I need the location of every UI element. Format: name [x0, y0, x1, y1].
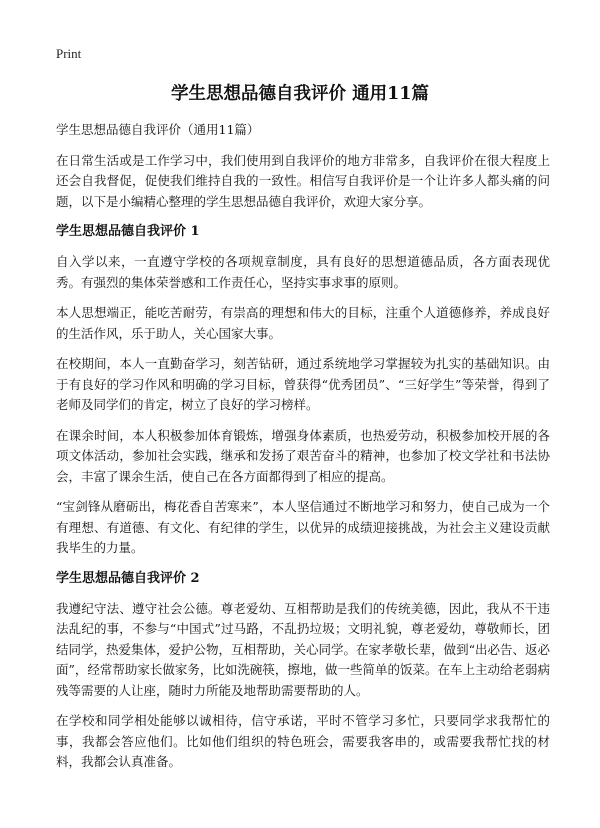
paragraph: 我遵纪守法、遵守社会公德。尊老爱幼、互相帮助是我们的传统美德，因此，我从不干违法乱纪的事，不参与“中国式”过马路，不乱扔垃圾；文明礼貌，尊老爱幼，尊敬师长，团结同学，热爱集体，爱护公物，互相帮助，关心同学。在家孝敬长辈，做到“出必告、返必面”，经常帮助家长做家务，比如洗碗筷，擦地，做一些简单的饭菜。在车上主动给老弱病残等需要的人让座，随时力所能及地帮助需要帮助的人。	[56, 600, 550, 698]
section-1	[56, 222, 550, 559]
document-subtitle: 学生思想品德自我评价（通用11篇）	[56, 122, 260, 137]
paragraph: “宝剑锋从磨砺出，梅花香自苦寒来”，本人坚信通过不断地学习和努力，使自己成为一个有理想、有道德、有文化、有纪律的学生，以优异的成绩迎接挑战，为社会主义建设贡献我毕生的力量。	[56, 499, 550, 555]
intro-paragraph: 在日常生活或是工作学习中，我们使用到自我评价的地方非常多，自我评价在很大程度上还会自我督促，促使我们维持自我的一致性。相信写自我评价是一个让许多人都头痛的问题，以下是小编精心整理的学生思想品德自我评价，欢迎大家分享。	[56, 152, 550, 209]
section-heading: 学生思想品德自我评价 2	[56, 570, 200, 586]
paragraph: 在校期间，本人一直勤奋学习，刻苦钻研，通过系统地学习掌握较为扎实的基础知识。由于有良好的学习作风和明确的学习目标，曾获得“优秀团员”、“三好学生”等荣誉，得到了老师及同学们的肯定，树立了良好的学习榜样。	[56, 356, 550, 412]
paragraph: 在课余时间，本人积极参加体育锻炼，增强身体素质，也热爱劳动，积极参加校开展的各项文体活动，参加社会实践，继承和发扬了艰苦奋斗的精神，也参加了校文学社和书法协会，丰富了课余生活，使自己在各方面都得到了相应的提高。	[56, 427, 550, 484]
print-link[interactable]: Print	[56, 46, 82, 61]
paragraph: 本人思想端正，能吃苦耐劳，有崇高的理想和伟大的目标，注重个人道德修养，养成良好的生活作风，乐于助人，关心国家大事。	[56, 305, 550, 341]
page-title: 学生思想品德自我评价 通用11篇	[171, 84, 429, 104]
document-body	[56, 120, 550, 783]
paragraph: 自入学以来，一直遵守学校的各项规章制度，具有良好的思想道德品质，各方面表现优秀。有强烈的集体荣誉感和工作责任心，坚持实事求事的原则。	[56, 254, 550, 290]
paragraph: 在学校和同学相处能够以诚相待，信守承诺，平时不管学习多忙，只要同学求我帮忙的事，我都会答应他们。比如他们组织的特色班会，需要我客串的，或需要我帮忙找的材料，我都会认真准备。	[56, 713, 550, 769]
section-2	[56, 569, 550, 773]
section-heading: 学生思想品德自我评价 1	[56, 224, 200, 239]
